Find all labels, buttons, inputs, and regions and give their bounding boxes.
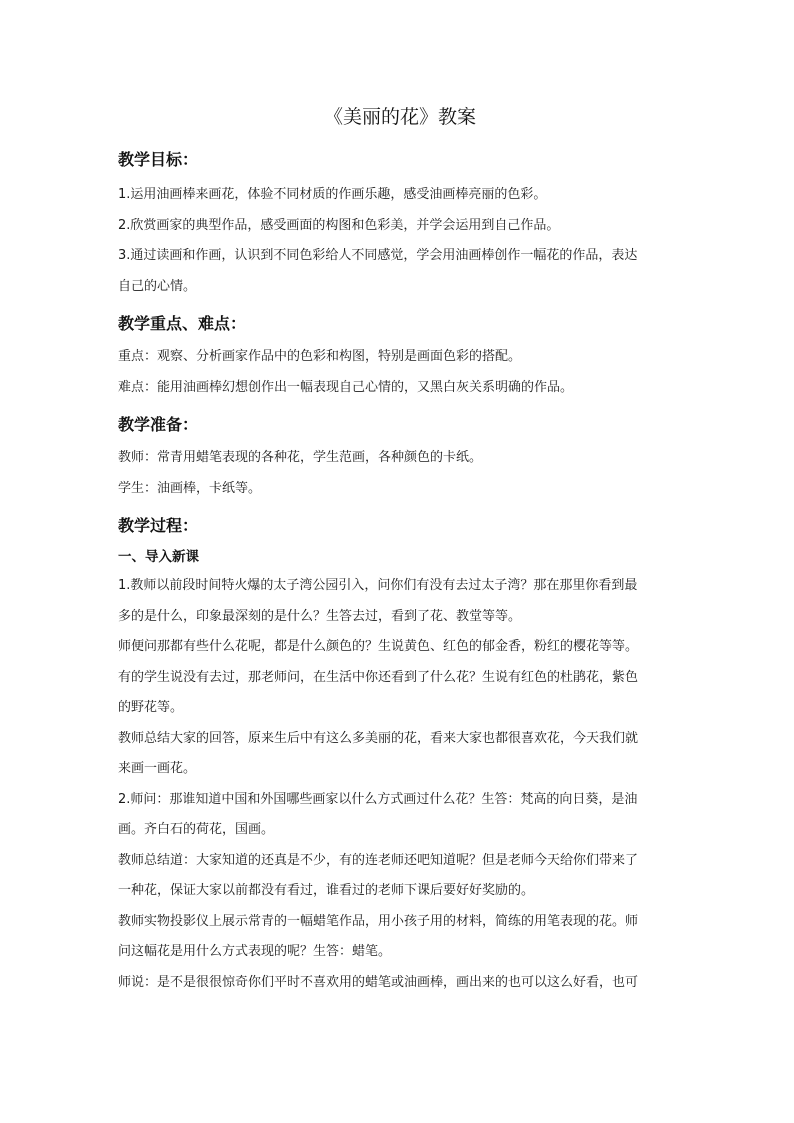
key-points-heading: 教学重点、难点： (118, 314, 247, 333)
preparation-teacher: 教师：常青用蜡笔表现的各种花，学生范画，各种颜色的卡纸。 (118, 450, 483, 465)
section-preparation (118, 413, 678, 504)
objective-item-2: 2.欣赏画家的典型作品，感受画面的构图和色彩美，并学会运用到自己作品。 (118, 217, 560, 233)
section-process (118, 514, 678, 998)
process-line: 来画一画花。 (118, 761, 197, 776)
objective-item-1: 1.运用油画棒来画花，体验不同材质的作画乐趣，感受油画棒亮丽的色彩。 (118, 187, 547, 202)
document-body (118, 103, 678, 998)
process-line: 教师总结道：大家知道的还真是不少，有的连老师还吧知道呢？但是老师今天给你们带来了 (118, 852, 639, 868)
process-line: 问这幅花是用什么方式表现的呢？生答：蜡笔。 (118, 944, 392, 959)
process-line: 的野花等。 (118, 700, 184, 715)
objectives-heading: 教学目标： (118, 150, 199, 169)
document-title: 《美丽的花》教案 (323, 106, 476, 128)
objective-item-3: 3.通过读画和作画，认识到不同色彩给人不同感觉，学会用油画棒创作一幅花的作品，表达 (118, 248, 638, 263)
process-subheading: 一、导入新课 (118, 549, 199, 565)
preparation-student: 学生：油画棒，卡纸等。 (118, 480, 262, 496)
section-key-points (118, 312, 678, 403)
key-point-difficulty: 难点：能用油画棒幻想创作出一幅表现自己心情的，又黑白灰关系明确的作品。 (118, 379, 574, 395)
process-line: 多的是什么，印象最深刻的是什么？生答去过，看到了花、教堂等等。 (118, 608, 522, 624)
process-line: 师说：是不是很很惊奇你们平时不喜欢用的蜡笔或油画棒，画出来的也可以这么好看，也可 (118, 974, 639, 990)
key-point-focus: 重点：观察、分析画家作品中的色彩和构图，特别是画面色彩的搭配。 (118, 349, 522, 364)
objective-item-3-cont: 自己的心情。 (118, 278, 197, 294)
preparation-heading: 教学准备： (118, 415, 199, 434)
process-line: 2.师问：那谁知道中国和外国哪些画家以什么方式画过什么花？生答：梵高的向日葵，是油 (118, 791, 638, 807)
process-heading: 教学过程： (118, 516, 199, 535)
process-line: 画。齐白石的荷花，国画。 (118, 822, 275, 837)
process-line: 教师总结大家的回答，原来生后中有这么多美丽的花，看来大家也都很喜欢花，今天我们就 (118, 730, 639, 746)
section-objectives (118, 148, 678, 302)
process-line: 师便问那都有些什么花呢，都是什么颜色的？生说黄色、红色的郁金香，粉红的樱花等等。 (118, 639, 639, 654)
process-line: 有的学生说没有去过，那老师问，在生活中你还看到了什么花？生说有红色的杜鹃花，紫色 (118, 669, 639, 685)
process-line: 教师实物投影仪上展示常青的一幅蜡笔作品，用小孩子用的材料，简练的用笔表现的花。师 (118, 913, 639, 929)
process-line: 1.教师以前段时间特火爆的太子湾公园引入，问你们有没有去过太子湾？那在那里你看到最 (118, 578, 638, 593)
process-line: 一种花，保证大家以前都没有看过，谁看过的老师下课后要好好奖励的。 (118, 883, 535, 898)
